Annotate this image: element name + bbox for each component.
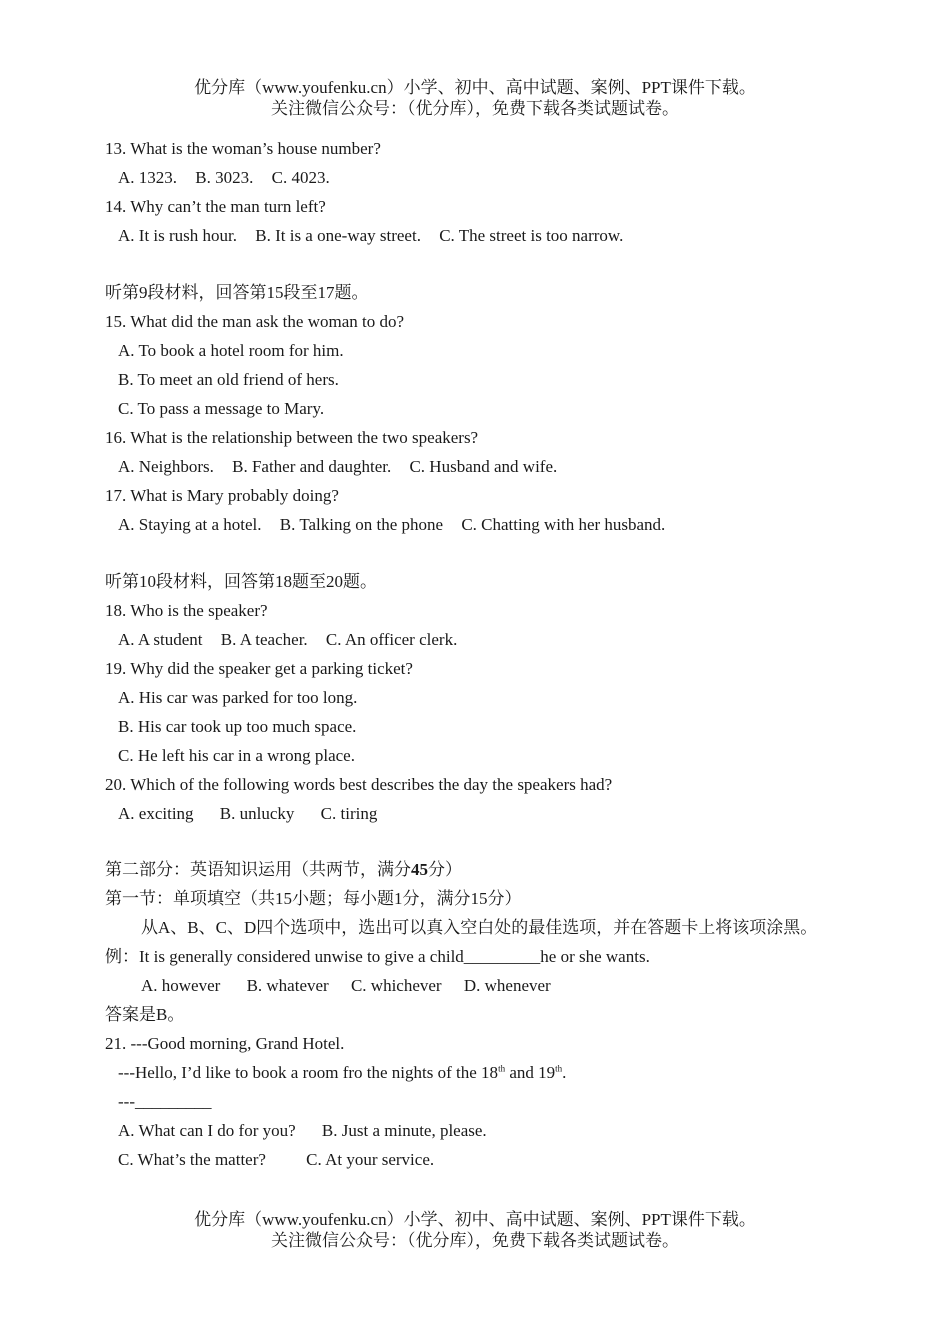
option-21-a: A. What can I do for you? bbox=[118, 1121, 296, 1140]
question-13: 13. What is the woman’s house number? bbox=[105, 139, 381, 158]
option-13-a: A. 1323. bbox=[118, 168, 178, 187]
option-18-a: A. A student bbox=[118, 630, 203, 649]
option-20-a: A. exciting bbox=[118, 804, 194, 823]
part-2-title bbox=[105, 855, 855, 884]
example-question: 例：It is generally considered unwise to give a child_________he or she wants. bbox=[105, 947, 650, 966]
question-17: 17. What is Mary probably doing? bbox=[105, 486, 339, 505]
option-21-b: B. Just a minute, please. bbox=[321, 1121, 487, 1140]
question-18: 18. Who is the speaker? bbox=[105, 601, 268, 620]
option-18-b: B. A teacher. bbox=[220, 630, 308, 649]
option-17-c: C. Chatting with her husband. bbox=[461, 515, 666, 534]
example-answer: 答案是B。 bbox=[105, 1005, 185, 1024]
option-21-c: C. What’s the matter? bbox=[118, 1150, 266, 1169]
question-16: 16. What is the relationship between the two speakers? bbox=[105, 428, 479, 447]
option-16-c: C. Husband and wife. bbox=[409, 457, 558, 476]
question-13-options bbox=[105, 163, 855, 192]
footer-line-2: 关注微信公众号：（优分库），免费下载各类试题试卷。 bbox=[271, 1231, 679, 1250]
example-options bbox=[105, 971, 855, 1000]
option-15-b: B. To meet an old friend of hers. bbox=[118, 370, 339, 389]
example-option-d: D. whenever bbox=[463, 976, 551, 995]
q21-line2-post: . bbox=[562, 1063, 567, 1082]
option-15-c: C. To pass a message to Mary. bbox=[118, 399, 325, 418]
option-17-a: A. Staying at a hotel. bbox=[118, 515, 262, 534]
option-16-b: B. Father and daughter. bbox=[232, 457, 392, 476]
option-19-b: B. His car took up too much space. bbox=[118, 717, 357, 736]
option-14-a: A. It is rush hour. bbox=[118, 226, 237, 245]
spacer bbox=[105, 250, 855, 278]
question-18-options bbox=[105, 625, 855, 654]
header-line-1: 优分库（www.youfenku.cn）小学、初中、高中试题、案例、PPT课件下载。 bbox=[194, 78, 756, 97]
part-2-section-1: 第一节：单项填空（共15小题；每小题1分，满分15分） bbox=[105, 889, 522, 908]
option-18-c: C. An officer clerk. bbox=[325, 630, 458, 649]
header-line-2: 关注微信公众号：（优分库），免费下载各类试题试卷。 bbox=[271, 99, 679, 118]
question-14-options bbox=[105, 221, 855, 250]
q21-line2-pre: ---Hello, I’d like to book a room fro the nights of the 18 bbox=[118, 1063, 499, 1082]
footer-line-1: 优分库（www.youfenku.cn）小学、初中、高中试题、案例、PPT课件下载。 bbox=[194, 1210, 756, 1229]
footer-banner bbox=[0, 1209, 950, 1251]
option-14-c: C. The street is too narrow. bbox=[439, 226, 624, 245]
option-16-a: A. Neighbors. bbox=[118, 457, 214, 476]
option-19-a: A. His car was parked for too long. bbox=[118, 688, 358, 707]
example-option-a: A. however bbox=[141, 976, 221, 995]
question-20-options bbox=[105, 799, 855, 828]
header-banner bbox=[0, 77, 950, 119]
question-14: 14. Why can’t the man turn left? bbox=[105, 197, 326, 216]
question-21-options-row-2 bbox=[105, 1145, 855, 1174]
q21-sup-1: th bbox=[498, 1063, 506, 1074]
question-20: 20. Which of the following words best describes the day the speakers had? bbox=[105, 775, 613, 794]
q21-line2-mid: and 19 bbox=[505, 1063, 556, 1082]
question-16-options bbox=[105, 452, 855, 481]
spacer bbox=[105, 828, 855, 855]
part-2-title-post: 分） bbox=[428, 860, 462, 879]
option-17-b: B. Talking on the phone bbox=[279, 515, 444, 534]
section-9-heading: 听第9段材料，回答第15段至17题。 bbox=[105, 283, 369, 302]
option-21-d: C. At your service. bbox=[306, 1150, 435, 1169]
option-13-b: B. 3023. bbox=[195, 168, 254, 187]
question-15: 15. What did the man ask the woman to do? bbox=[105, 312, 405, 331]
example-option-b: B. whatever bbox=[246, 976, 329, 995]
part-2-title-pre: 第二部分：英语知识运用（共两节，满分 bbox=[105, 860, 411, 879]
question-21-blank: ---_________ bbox=[118, 1092, 212, 1111]
part-2-instruction: 从A、B、C、D四个选项中，选出可以真入空白处的最佳选项，并在答题卡上将该项涂黑。 bbox=[141, 918, 818, 937]
option-15-a: A. To book a hotel room for him. bbox=[118, 341, 344, 360]
question-19: 19. Why did the speaker get a parking ticket? bbox=[105, 659, 413, 678]
option-20-b: B. unlucky bbox=[219, 804, 295, 823]
example-option-c: C. whichever bbox=[350, 976, 442, 995]
question-21-line-1: 21. ---Good morning, Grand Hotel. bbox=[105, 1034, 345, 1053]
question-21-line-2 bbox=[105, 1058, 855, 1087]
option-19-c: C. He left his car in a wrong place. bbox=[118, 746, 355, 765]
q21-sup-2: th bbox=[555, 1063, 563, 1074]
section-10-heading: 听第10段材料，回答第18题至20题。 bbox=[105, 572, 377, 591]
option-20-c: C. tiring bbox=[320, 804, 378, 823]
question-17-options bbox=[105, 510, 855, 539]
option-13-c: C. 4023. bbox=[271, 168, 330, 187]
spacer bbox=[105, 539, 855, 567]
question-21-options-row-1 bbox=[105, 1116, 855, 1145]
part-2-score: 45 bbox=[411, 860, 428, 879]
option-14-b: B. It is a one-way street. bbox=[255, 226, 421, 245]
exam-content bbox=[105, 134, 855, 1174]
